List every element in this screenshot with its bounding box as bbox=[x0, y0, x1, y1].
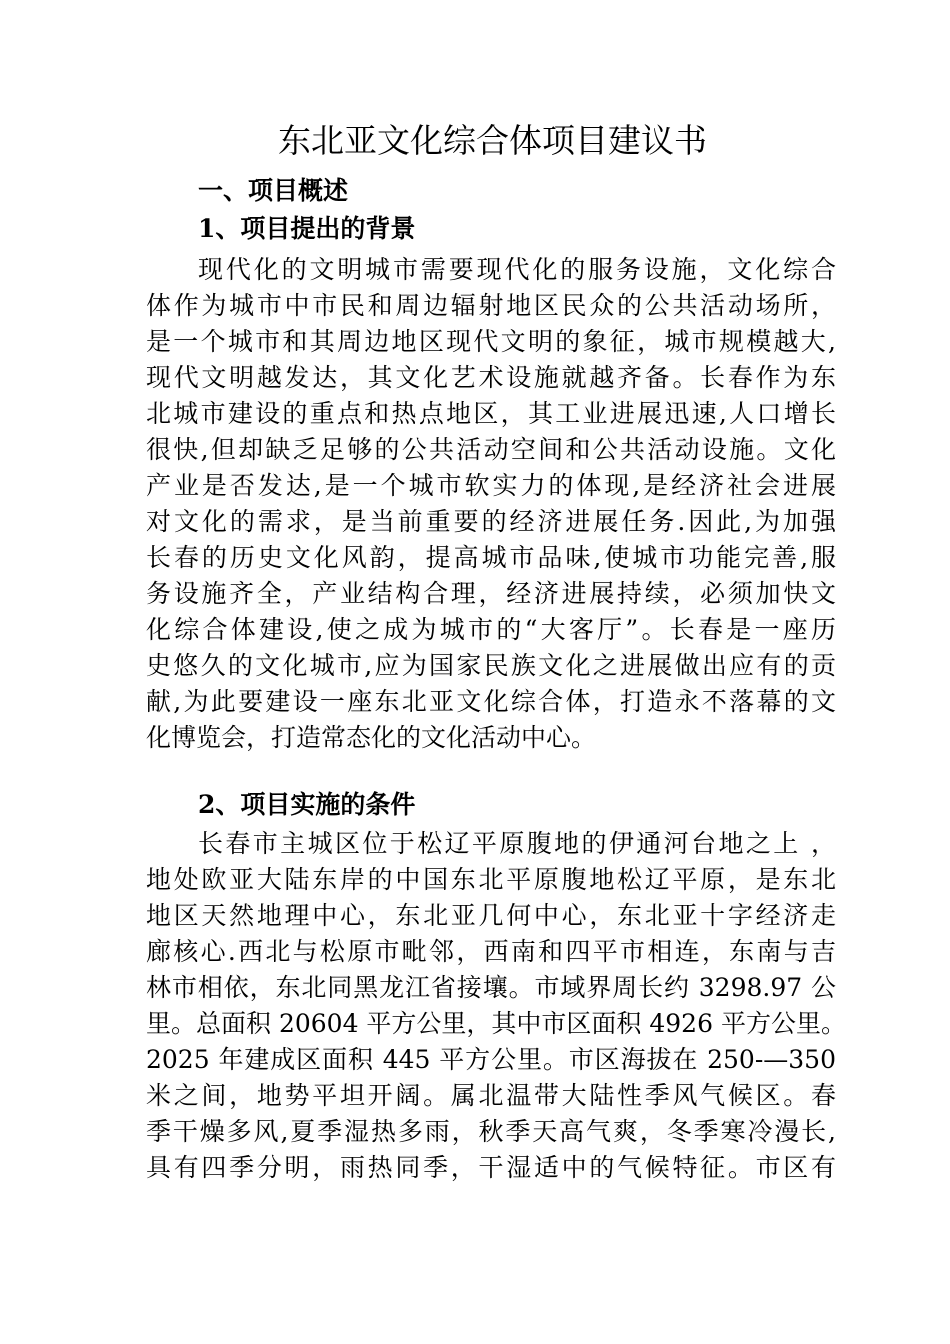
paragraph-line: 是一个城市和其周边地区现代文明的象征，城市规模越大, bbox=[146, 327, 836, 356]
paragraph-line: 里。总面积 20604 平方公里，其中市区面积 4926 平方公里。 bbox=[146, 1009, 846, 1038]
subsection-heading-conditions: 2、项目实施的条件 bbox=[198, 790, 416, 819]
paragraph-line: 长春的历史文化风韵，提高城市品味,使城市功能完善,服 bbox=[146, 543, 836, 572]
paragraph-line: 廊核心.西北与松原市毗邻，西南和四平市相连，东南与吉 bbox=[146, 937, 836, 966]
paragraph-line: 长春市主城区位于松辽平原腹地的伊通河台地之上 ， bbox=[198, 829, 836, 858]
paragraph-line: 现代文明越发达，其文化艺术设施就越齐备。长春作为东 bbox=[146, 363, 836, 392]
paragraph-background bbox=[146, 252, 836, 756]
document-title: 东北亚文化综合体项目建议书 bbox=[278, 121, 707, 160]
paragraph-line: 2025 年建成区面积 445 平方公里。市区海拔在 250-—350 bbox=[146, 1045, 836, 1074]
paragraph-line: 献,为此要建设一座东北亚文化综合体，打造永不落幕的文 bbox=[146, 687, 836, 716]
paragraph-line: 地处欧亚大陆东岸的中国东北平原腹地松辽平原，是东北 bbox=[146, 865, 836, 894]
paragraph-line: 化博览会，打造常态化的文化活动中心。 bbox=[146, 723, 597, 752]
paragraph-line: 地区天然地理中心，东北亚几何中心，东北亚十字经济走 bbox=[146, 901, 836, 930]
paragraph-line: 对文化的需求，是当前重要的经济进展任务.因此,为加强 bbox=[146, 507, 836, 536]
paragraph-line: 史悠久的文化城市,应为国家民族文化之进展做出应有的贡 bbox=[146, 651, 836, 680]
paragraph-line: 季干燥多风,夏季湿热多雨，秋季天高气爽，冬季寒冷漫长, bbox=[146, 1117, 836, 1146]
paragraph-line: 具有四季分明，雨热同季，干湿适中的气候特征。市区有 bbox=[146, 1153, 836, 1182]
paragraph-line: 务设施齐全，产业结构合理，经济进展持续，必须加快文 bbox=[146, 579, 836, 608]
paragraph-line: 化综合体建设,使之成为城市的“大客厅”。长春是一座历 bbox=[146, 615, 836, 644]
paragraph-conditions bbox=[146, 826, 846, 1186]
paragraph-line: 很快,但却缺乏足够的公共活动空间和公共活动设施。文化 bbox=[146, 435, 836, 464]
paragraph-line: 体作为城市中市民和周边辐射地区民众的公共活动场所， bbox=[146, 291, 836, 320]
paragraph-line: 林市相依，东北同黑龙江省接壤。市域界周长约 3298.97 公 bbox=[146, 973, 836, 1002]
paragraph-line: 北城市建设的重点和热点地区，其工业进展迅速,人口增长 bbox=[146, 399, 836, 428]
subsection-heading-background: 1、项目提出的背景 bbox=[198, 214, 416, 243]
paragraph-line: 产业是否发达,是一个城市软实力的体现,是经济社会进展 bbox=[146, 471, 836, 500]
section-heading-overview: 一、项目概述 bbox=[198, 176, 349, 205]
paragraph-line: 现代化的文明城市需要现代化的服务设施，文化综合 bbox=[198, 255, 836, 284]
paragraph-line: 米之间，地势平坦开阔。属北温带大陆性季风气候区。春 bbox=[146, 1081, 836, 1110]
